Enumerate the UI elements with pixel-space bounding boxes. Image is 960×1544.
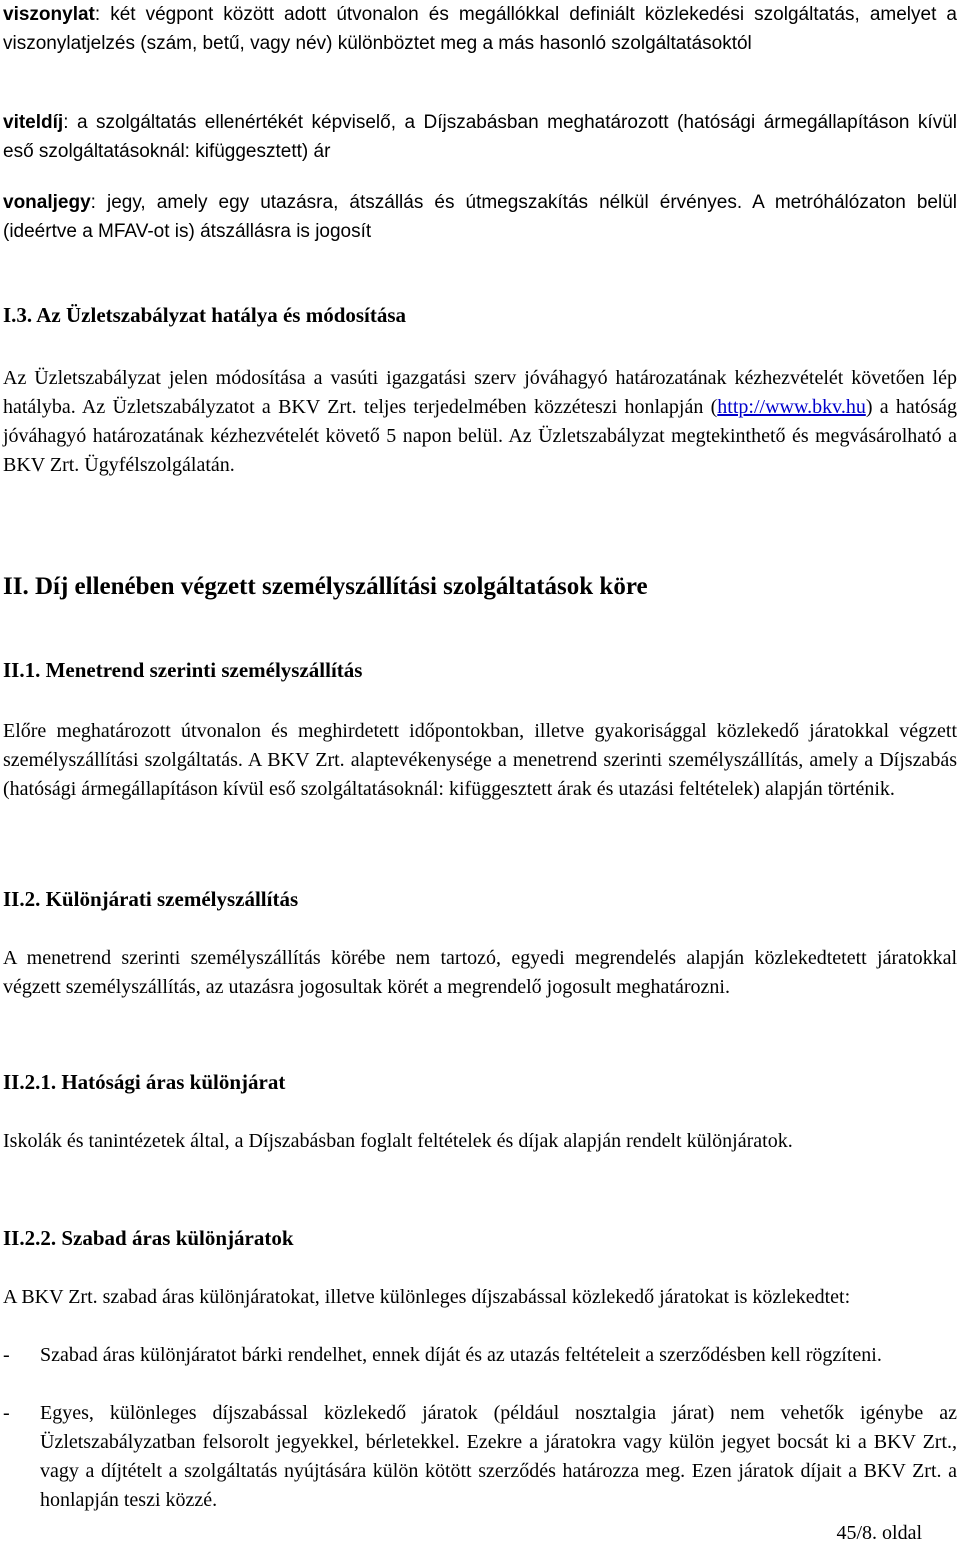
- list-dash: -: [3, 1344, 10, 1366]
- list-item: [3, 1341, 957, 1370]
- paragraph-text: Az Üzletszabályzat jelen módosítása a vasúti igazgatási szerv jóváhagyó határozatának kézhezvételét követően lép hatályba. Az Üzletszabályzatot a BKV Zrt. teljes terjedelmében közzéteszi honlapján (: [3, 367, 957, 418]
- list-dash: -: [3, 1402, 10, 1424]
- list-item: [3, 1399, 957, 1515]
- website-link[interactable]: http://www.bkv.hu: [717, 396, 866, 418]
- paragraph-text: ) a hatóság jóváhagyó határozatának kézhezvételét követő 5 napon belül. Az Üzletszabályzat megtekinthető és megvásárolható a BKV Zrt. Ügyfélszolgálatán.: [3, 396, 957, 476]
- definition-text: : jegy, amely egy utazásra, átszállás és útmegszakítás nélkül érvényes. A metróhálózaton belül (ideértve a MFAV-ot is) átszállásra is jogosít: [3, 192, 957, 242]
- section-ii2-paragraph: A menetrend szerinti személyszállítás körébe nem tartozó, egyedi megrendelés alapján közlekedtetett járatokkal végzett személyszállítás, az utazásra jogosultak körét a megrendelő jogosult meghatározni.: [3, 947, 957, 998]
- section-heading-ii22: II.2.2. Szabad áras különjáratok: [3, 1226, 294, 1250]
- definition-text: : két végpont között adott útvonalon és megállókkal definiált közlekedési szolgáltatás, amelyet a viszonylatjelzés (szám, betű, vagy név) különböztet meg a más hasonló szolgáltatásoktól: [3, 4, 957, 54]
- page-number: 45/8. oldal: [836, 1522, 922, 1544]
- list-item-text: Szabad áras különjáratot bárki rendelhet, ennek díját és az utazás feltételeit a szerződésben kell rögzíteni.: [40, 1344, 882, 1366]
- section-ii22-paragraph: A BKV Zrt. szabad áras különjáratokat, illetve különleges díjszabással közlekedő járatokat is közlekedtet:: [3, 1286, 851, 1308]
- section-i3-paragraph: [3, 364, 957, 480]
- section-heading-ii21: II.2.1. Hatósági áras különjárat: [3, 1070, 286, 1094]
- section-heading-ii: II. Díj ellenében végzett személyszállítási szolgáltatások köre: [3, 573, 648, 600]
- list-item-text: Egyes, különleges díjszabással közlekedő járatok (például nosztalgia járat) nem vehetők igénybe az Üzletszabályzatban felsorolt jegyekkel, bérletekkel. Ezekre a járatokra vagy külön jegyet bocsát ki a BKV Zrt., vagy a díjtételt a szolgáltatás nyújtására külön kötött szerződés határozza meg. Ezen járatok díjait a BKV Zrt. a honlapján teszi közzé.: [40, 1402, 957, 1511]
- definition-term: viszonylat: [3, 4, 95, 25]
- definition-text: : a szolgáltatás ellenértékét képviselő, a Díjszabásban meghatározott (hatósági ármegállapításon kívül eső szolgáltatásoknál: kifüggesztett) ár: [3, 112, 957, 162]
- definition-viteldij: [3, 108, 957, 166]
- section-ii1-paragraph: Előre meghatározott útvonalon és meghirdetett időpontokban, illetve gyakorisággal közlekedő járatokkal végzett személyszállítási szolgáltatás. A BKV Zrt. alaptevékenysége a menetrend szerinti személyszállítás, amely a Díjszabás (hatósági ármegállapításon kívül eső szolgáltatásoknál: kifüggesztett árak és utazási feltételek) alapján történik.: [3, 720, 957, 800]
- definition-term: viteldíj: [3, 112, 64, 133]
- definition-viszonylat: [3, 0, 957, 58]
- section-heading-ii1: II.1. Menetrend szerinti személyszállítás: [3, 658, 363, 682]
- section-ii21-paragraph: Iskolák és tanintézetek által, a Díjszabásban foglalt feltételek és díjak alapján rendelt különjáratok.: [3, 1130, 793, 1152]
- section-heading-i3: I.3. Az Üzletszabályzat hatálya és módosítása: [3, 303, 407, 327]
- section-heading-ii2: II.2. Különjárati személyszállítás: [3, 887, 299, 911]
- definition-term: vonaljegy: [3, 192, 91, 213]
- definition-vonaljegy: [3, 188, 957, 246]
